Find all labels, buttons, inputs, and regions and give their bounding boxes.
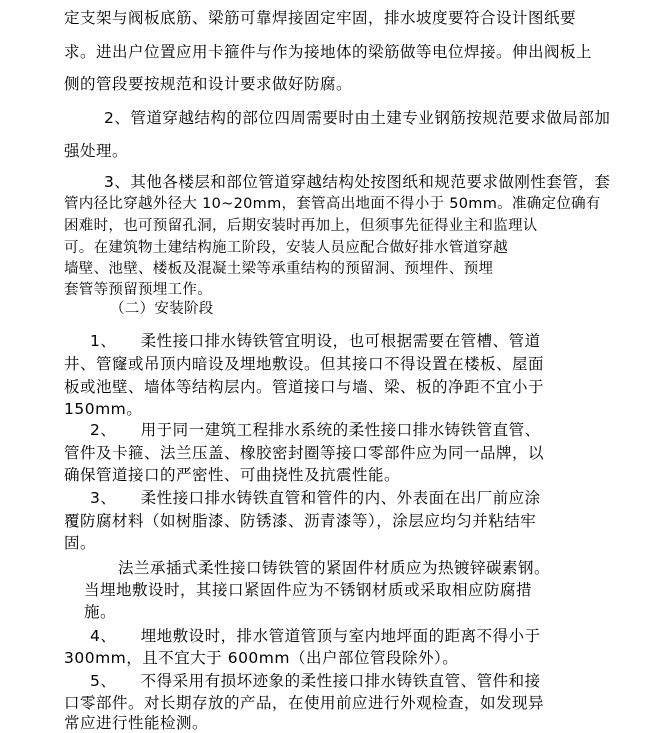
text-line: 常应进行性能检测。	[64, 714, 209, 732]
heading-text: （二）安装阶段	[110, 301, 214, 317]
text-line: 当埋地敷设时，其接口紧固件应为不锈钢材质或采取相应防腐措	[84, 581, 533, 599]
text-line: 板或池壁、墙体等结构层内。管道接口与墙、梁、板的净距不宜小于	[64, 378, 545, 396]
text-line: 强处理。	[64, 142, 129, 160]
text-line: 固。	[64, 534, 97, 552]
text-line: 困难时，也可预留孔洞，后期安装时再加上，但须事先征得业主和监理认	[64, 218, 538, 234]
text-line: 侧的管段要按规范和设计要求做好防腐。	[64, 75, 353, 93]
text-line: 墙壁、池壁、楼板及混凝土梁等承重结构的预留洞、预埋件、预埋	[64, 261, 494, 277]
text-line: 覆防腐材料（如树脂漆、防锈漆、沥青漆等），涂层应均匀并粘结牢	[64, 512, 537, 530]
text-line: 求。进出户位置应用卡箍件与作为接地体的梁筋做等电位焊接。伸出阀板上	[64, 43, 593, 61]
text-line: 5、 不得采用有损坏迹象的柔性接口排水铸铁直管、管件和接	[90, 672, 541, 690]
text-line: 口零部件。对长期存放的产品，在使用前应进行外观检查，如发现异	[64, 694, 545, 712]
text-line: 套管等预留预埋工作。	[64, 282, 212, 298]
text-line: 确保管道接口的严密性、可曲挠性及抗震性能。	[64, 466, 401, 484]
text-line: 2、管道穿越结构的部位四周需要时由土建专业钢筋按规范要求做局部加	[104, 109, 611, 127]
text-line: 3、 柔性接口排水铸铁直管和管件的内、外表面在出厂前应涂	[90, 489, 541, 507]
text-line: 300mm，且不宜大于 600mm（出户部位管段除外）。	[64, 649, 459, 667]
text-line: 井、管窿或吊顶内暗设及埋地敷设。但其接口不得设置在楼板、屋面	[64, 355, 545, 373]
text-line: 4、 埋地敷设时，排水管道管顶与室内地坪面的距离不得小于	[90, 627, 541, 645]
text-line: 定支架与阀板底筋、梁筋可靠焊接固定牢固，排水坡度要符合设计图纸要	[64, 9, 577, 27]
text-line: 管内径比穿越外径大 10~20mm，套管高出地面不得小于 50mm。准确定位确有	[64, 196, 601, 212]
text-line: 2、 用于同一建筑工程排水系统的柔性接口排水铸铁管直管、	[90, 421, 541, 439]
text-line: 管件及卡箍、法兰压盖、橡胶密封圈等接口零部件应为同一品牌，以	[64, 444, 545, 462]
text-line: 施。	[84, 603, 117, 621]
text-line: 3、其他各楼层和部位管道穿越结构处按图纸和规范要求做刚性套管，套	[104, 173, 611, 191]
text-line: 法兰承插式柔性接口铸铁管的紧固件材质应为热镀锌碳素钢。	[118, 559, 551, 577]
text-line: 150mm。	[64, 400, 143, 418]
text-line: 可。在建筑物土建结构施工阶段，安装人员应配合做好排水管道穿越	[64, 240, 508, 256]
text-line: 1、 柔性接口排水铸铁管宜明设，也可根据需要在管槽、管道	[90, 332, 541, 350]
